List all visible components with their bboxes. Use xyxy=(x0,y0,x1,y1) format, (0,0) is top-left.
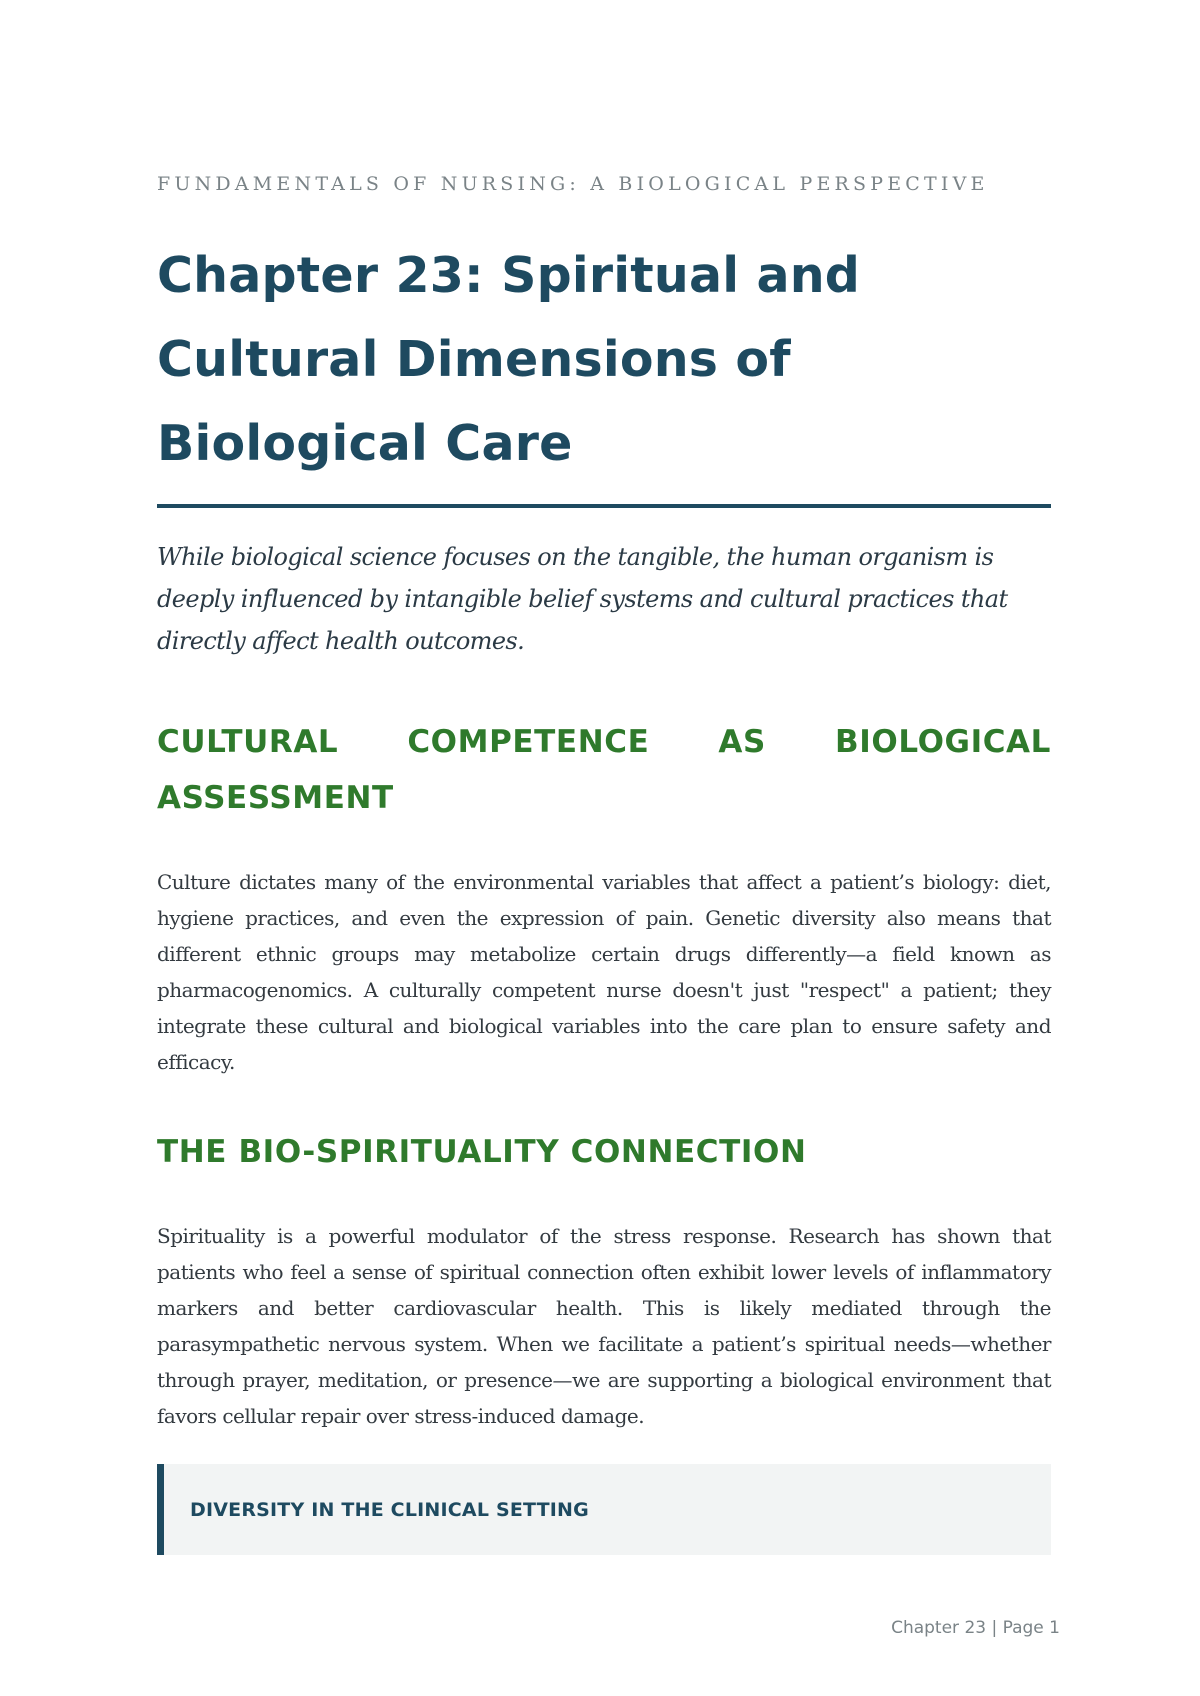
diversity-callout-box xyxy=(157,1464,1051,1555)
callout-title: DIVERSITY IN THE CLINICAL SETTING xyxy=(190,1498,589,1521)
title-divider xyxy=(157,504,1051,508)
section-heading-bio-spirituality: THE BIO-SPIRITUALITY CONNECTION xyxy=(157,1134,807,1170)
section-body-bio-spirituality: Spirituality is a powerful modulator of the stress response. Research has shown that patients who feel a sense of spiritual connection often exhibit lower levels of inflammatory markers and better cardiovascular health. This is likely mediated through the parasympathetic nervous system. When we facilitate a patient’s spiritual needs—whether through prayer, meditation, or presence—we are supporting a biological environment that favors cellular repair over stress-induced damage. xyxy=(157,1224,1051,1428)
chapter-lede: While biological science focuses on the tangible, the human organism is deeply influenced by intangible belief systems and cultural practices that directly affect health outcomes. xyxy=(157,543,1008,655)
section-heading-cultural-competence: CULTURAL COMPETENCE AS BIOLOGICAL ASSESSMENT xyxy=(157,724,1051,816)
page-footer: Chapter 23 | Page 1 xyxy=(891,1618,1060,1638)
book-title-kicker: FUNDAMENTALS OF NURSING: A BIOLOGICAL PERSPECTIVE xyxy=(157,173,989,195)
page-content xyxy=(157,170,1051,1555)
section-body-cultural-competence: Culture dictates many of the environmental variables that affect a patient’s biology: diet, hygiene practices, and even the expression of pain. Genetic diversity also means that different ethnic groups may metabolize certain drugs differently—a field known as pharmacogenomics. A culturally competent nurse doesn't just "respect" a patient; they integrate these cultural and biological variables into the care plan to ensure safety and efficacy. xyxy=(157,870,1051,1074)
chapter-title: Chapter 23: Spiritual and Cultural Dimensions of Biological Care xyxy=(157,247,861,472)
